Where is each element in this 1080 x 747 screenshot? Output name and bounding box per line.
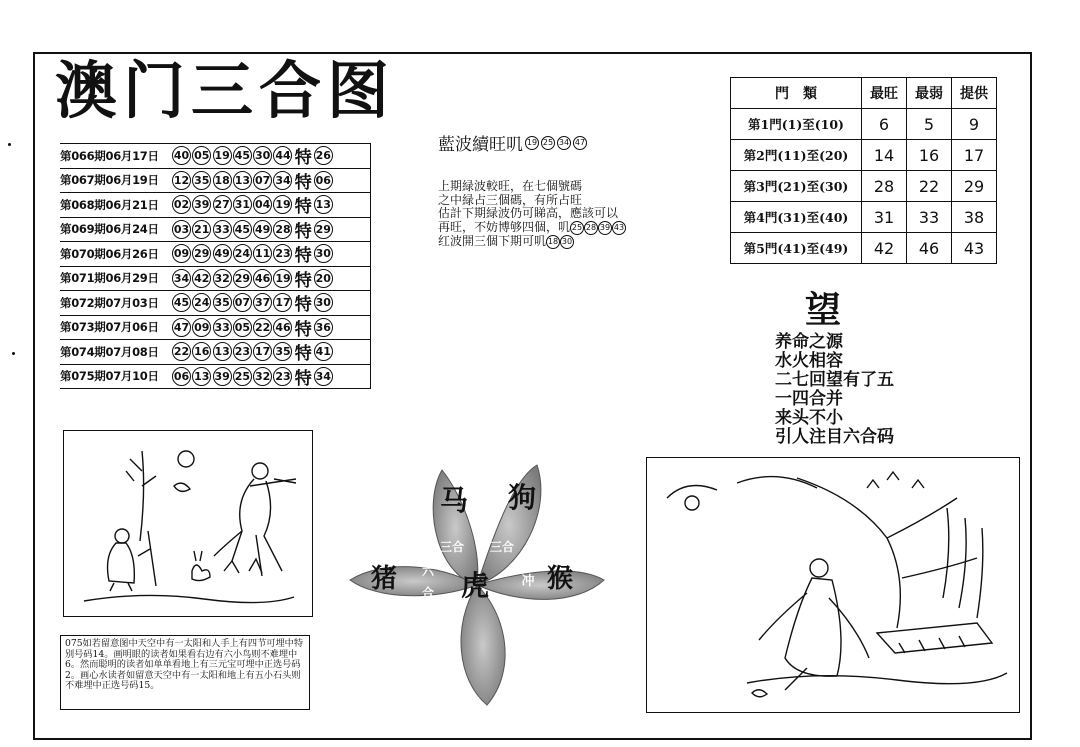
special-number-ball: 26 xyxy=(314,146,333,165)
riddle-poem xyxy=(775,333,894,447)
sun-icon xyxy=(178,451,194,467)
special-number-ball: 13 xyxy=(314,195,333,214)
flower-label-left: 猪 xyxy=(370,564,398,594)
number-ball: 06 xyxy=(172,367,191,386)
doors-row xyxy=(731,233,997,264)
wave-line-ball: 25 xyxy=(570,221,584,235)
special-label: 特 xyxy=(294,270,312,291)
number-ball: 22 xyxy=(172,342,191,361)
scan-speck xyxy=(8,143,11,146)
special-label: 特 xyxy=(294,148,312,169)
wave-ball: 34 xyxy=(557,136,571,150)
history-row xyxy=(60,365,370,390)
number-ball: 25 xyxy=(233,367,252,386)
number-ball: 19 xyxy=(213,146,232,165)
warrior-scene-drawing xyxy=(64,431,311,615)
wave-ball: 19 xyxy=(525,136,539,150)
number-ball: 17 xyxy=(253,342,272,361)
doors-value: 9 xyxy=(952,109,997,140)
doors-value: 17 xyxy=(952,140,997,171)
number-ball: 27 xyxy=(213,195,232,214)
sun-icon xyxy=(685,496,699,510)
history-period: 第074期07月08日 xyxy=(60,344,159,359)
number-ball: 23 xyxy=(233,342,252,361)
doors-value: 16 xyxy=(907,140,952,171)
wave-line-text: 之中緑占三個碼，有所占旺 xyxy=(438,192,583,207)
doors-row xyxy=(731,202,997,233)
doors-header-cell: 門 類 xyxy=(731,78,862,109)
number-ball: 12 xyxy=(172,171,191,190)
doors-value: 33 xyxy=(907,202,952,233)
wave-ball: 25 xyxy=(541,136,555,150)
number-ball: 35 xyxy=(273,342,292,361)
number-ball: 44 xyxy=(273,146,292,165)
special-label: 特 xyxy=(294,172,312,193)
wave-line-ball: 28 xyxy=(584,221,598,235)
wave-headline xyxy=(438,130,587,155)
number-ball: 23 xyxy=(273,367,292,386)
scan-speck xyxy=(12,352,15,355)
poem-line: 养命之源 xyxy=(775,332,843,352)
doors-value: 6 xyxy=(862,109,907,140)
riddle-caption: 075如若留意图中天空中有一太阳和人手上有四节可埋中特别号码14。画明眼的读者如果看右边有六小鸟则不难埋中6。然而聪明的读者如单单看地上有三元宝可埋中正选号码2。画心水读者如留意天空中有一太阳和地上有五小石头则不难埋中正选号码15。 xyxy=(60,635,310,710)
history-period: 第066期06月17日 xyxy=(60,148,159,163)
number-ball: 18 xyxy=(213,171,232,190)
doors-value: 43 xyxy=(952,233,997,264)
doors-header-cell: 最旺 xyxy=(862,78,907,109)
wave-text-line xyxy=(438,221,668,235)
history-period: 第070期06月26日 xyxy=(60,246,159,261)
number-ball: 35 xyxy=(213,293,232,312)
number-ball: 13 xyxy=(192,367,211,386)
history-row xyxy=(60,169,370,194)
history-period: 第075期07月10日 xyxy=(60,369,159,384)
number-ball: 34 xyxy=(273,171,292,190)
wave-line-text: 红波開三個下期可叽 xyxy=(438,233,547,248)
number-ball: 24 xyxy=(233,244,252,263)
number-ball: 30 xyxy=(253,146,272,165)
poem-line: 引人注目六合码 xyxy=(775,427,894,447)
special-label: 特 xyxy=(294,295,312,316)
history-row xyxy=(60,340,370,365)
number-ball: 21 xyxy=(192,220,211,239)
doors-row xyxy=(731,140,997,171)
number-ball: 45 xyxy=(172,293,191,312)
wave-line-text: 估計下期緑波仍可睇高，應該可以 xyxy=(438,206,619,220)
flower-link-chong: 冲 xyxy=(521,574,535,589)
doors-value: 42 xyxy=(862,233,907,264)
special-label: 特 xyxy=(294,221,312,242)
special-number-ball: 30 xyxy=(314,244,333,263)
number-ball: 13 xyxy=(233,171,252,190)
zodiac-flower-petals xyxy=(342,455,612,715)
special-number-ball: 36 xyxy=(314,318,333,337)
wave-analysis-text xyxy=(438,180,668,249)
doors-header-row xyxy=(731,78,997,109)
wave-line-ball: 30 xyxy=(560,235,574,249)
number-ball: 46 xyxy=(253,269,272,288)
doors-row-label: 第5門(41)至(49) xyxy=(731,233,862,264)
zodiac-flower xyxy=(342,455,612,715)
doors-row-label: 第4門(31)至(40) xyxy=(731,202,862,233)
doors-row-label: 第3門(21)至(30) xyxy=(731,171,862,202)
number-ball: 09 xyxy=(192,318,211,337)
special-number-ball: 06 xyxy=(314,171,333,190)
number-ball: 33 xyxy=(213,220,232,239)
wave-text-line xyxy=(438,207,668,221)
number-ball: 07 xyxy=(233,293,252,312)
special-number-ball: 34 xyxy=(314,367,333,386)
flower-link-right: 三合 xyxy=(489,540,515,554)
lady-scene-drawing xyxy=(647,458,1018,711)
illustration-lady-scene xyxy=(646,457,1020,713)
number-ball: 16 xyxy=(192,342,211,361)
history-row xyxy=(60,316,370,341)
number-ball: 49 xyxy=(213,244,232,263)
number-ball: 45 xyxy=(233,220,252,239)
doors-header-cell: 提供 xyxy=(952,78,997,109)
special-number-ball: 41 xyxy=(314,342,333,361)
number-ball: 45 xyxy=(233,146,252,165)
number-ball: 02 xyxy=(172,195,191,214)
number-ball: 19 xyxy=(273,269,292,288)
number-ball: 34 xyxy=(172,269,191,288)
history-period: 第072期07月03日 xyxy=(60,295,159,310)
doors-row-label: 第2門(11)至(20) xyxy=(731,140,862,171)
number-ball: 24 xyxy=(192,293,211,312)
poem-line: 二七回望有了五 xyxy=(775,370,894,390)
wave-headline-text: 藍波續旺叽 xyxy=(438,135,523,155)
poem-line: 一四合并 xyxy=(775,389,843,409)
special-label: 特 xyxy=(294,319,312,340)
petal-bottom xyxy=(461,585,505,705)
number-ball: 13 xyxy=(213,342,232,361)
doors-header-cell: 最弱 xyxy=(907,78,952,109)
poem-line: 水火相容 xyxy=(775,351,843,371)
number-ball: 11 xyxy=(253,244,272,263)
history-period: 第071期06月29日 xyxy=(60,271,159,286)
wang-heading: 望 xyxy=(805,289,842,331)
history-period: 第067期06月19日 xyxy=(60,173,159,188)
number-ball: 29 xyxy=(192,244,211,263)
doors-value: 5 xyxy=(907,109,952,140)
flower-label-top-right: 狗 xyxy=(507,481,537,514)
special-label: 特 xyxy=(294,246,312,267)
number-ball: 28 xyxy=(273,220,292,239)
number-ball: 47 xyxy=(172,318,191,337)
flower-link-bottom-1: 六 xyxy=(421,564,435,578)
number-ball: 39 xyxy=(192,195,211,214)
number-ball: 03 xyxy=(172,220,191,239)
history-row xyxy=(60,144,370,169)
number-ball: 35 xyxy=(192,171,211,190)
doors-row xyxy=(731,109,997,140)
doors-value: 46 xyxy=(907,233,952,264)
history-period: 第069期06月24日 xyxy=(60,222,159,237)
special-number-ball: 29 xyxy=(314,220,333,239)
history-period: 第068期06月21日 xyxy=(60,197,159,212)
doors-value: 22 xyxy=(907,171,952,202)
number-ball: 09 xyxy=(172,244,191,263)
wave-text-line xyxy=(438,180,668,194)
number-ball: 22 xyxy=(253,318,272,337)
doors-value: 14 xyxy=(862,140,907,171)
number-ball: 07 xyxy=(253,171,272,190)
illustration-warrior-scene xyxy=(63,430,313,617)
flower-link-left: 三合 xyxy=(439,540,465,554)
special-label: 特 xyxy=(294,344,312,365)
history-row xyxy=(60,291,370,316)
number-ball: 32 xyxy=(253,367,272,386)
wave-line-text: 上期緑波較旺，在七個號碼 xyxy=(438,179,583,193)
special-label: 特 xyxy=(294,368,312,389)
special-number-ball: 30 xyxy=(314,293,333,312)
poster-title: 澳门三合图 xyxy=(55,54,396,127)
doors-value: 38 xyxy=(952,202,997,233)
number-ball: 23 xyxy=(273,244,292,263)
wave-line-ball: 43 xyxy=(612,221,626,235)
number-ball: 19 xyxy=(273,195,292,214)
draw-history-table xyxy=(60,143,371,389)
flower-label-top-left: 马 xyxy=(439,484,469,517)
flower-link-bottom-2: 合 xyxy=(421,586,435,600)
wave-text-line xyxy=(438,235,668,249)
special-number-ball: 20 xyxy=(314,269,333,288)
doors-row xyxy=(731,171,997,202)
history-period: 第073期07月06日 xyxy=(60,320,159,335)
wave-text-line xyxy=(438,194,668,208)
number-ball: 42 xyxy=(192,269,211,288)
doors-value: 31 xyxy=(862,202,907,233)
history-row xyxy=(60,242,370,267)
wave-ball: 47 xyxy=(573,136,587,150)
number-ball: 40 xyxy=(172,146,191,165)
history-row xyxy=(60,267,370,292)
flower-label-right: 猴 xyxy=(546,564,574,594)
wave-line-text: 再旺，不妨博够四個，叽 xyxy=(438,219,571,234)
number-ball: 29 xyxy=(233,269,252,288)
number-ball: 32 xyxy=(213,269,232,288)
number-ball: 31 xyxy=(233,195,252,214)
number-ball: 05 xyxy=(233,318,252,337)
poem-line: 来头不小 xyxy=(775,408,843,428)
doors-value: 29 xyxy=(952,171,997,202)
history-row xyxy=(60,218,370,243)
special-label: 特 xyxy=(294,197,312,218)
number-ball: 46 xyxy=(273,318,292,337)
wave-line-ball: 39 xyxy=(598,221,612,235)
number-ball: 33 xyxy=(213,318,232,337)
flower-label-center: 虎 xyxy=(460,569,490,602)
doors-value: 28 xyxy=(862,171,907,202)
doors-table xyxy=(730,77,997,264)
number-ball: 37 xyxy=(253,293,272,312)
number-ball: 05 xyxy=(192,146,211,165)
number-ball: 04 xyxy=(253,195,272,214)
number-ball: 49 xyxy=(253,220,272,239)
number-ball: 17 xyxy=(273,293,292,312)
history-row xyxy=(60,193,370,218)
doors-row-label: 第1門(1)至(10) xyxy=(731,109,862,140)
number-ball: 39 xyxy=(213,367,232,386)
wave-line-ball: 18 xyxy=(546,235,560,249)
